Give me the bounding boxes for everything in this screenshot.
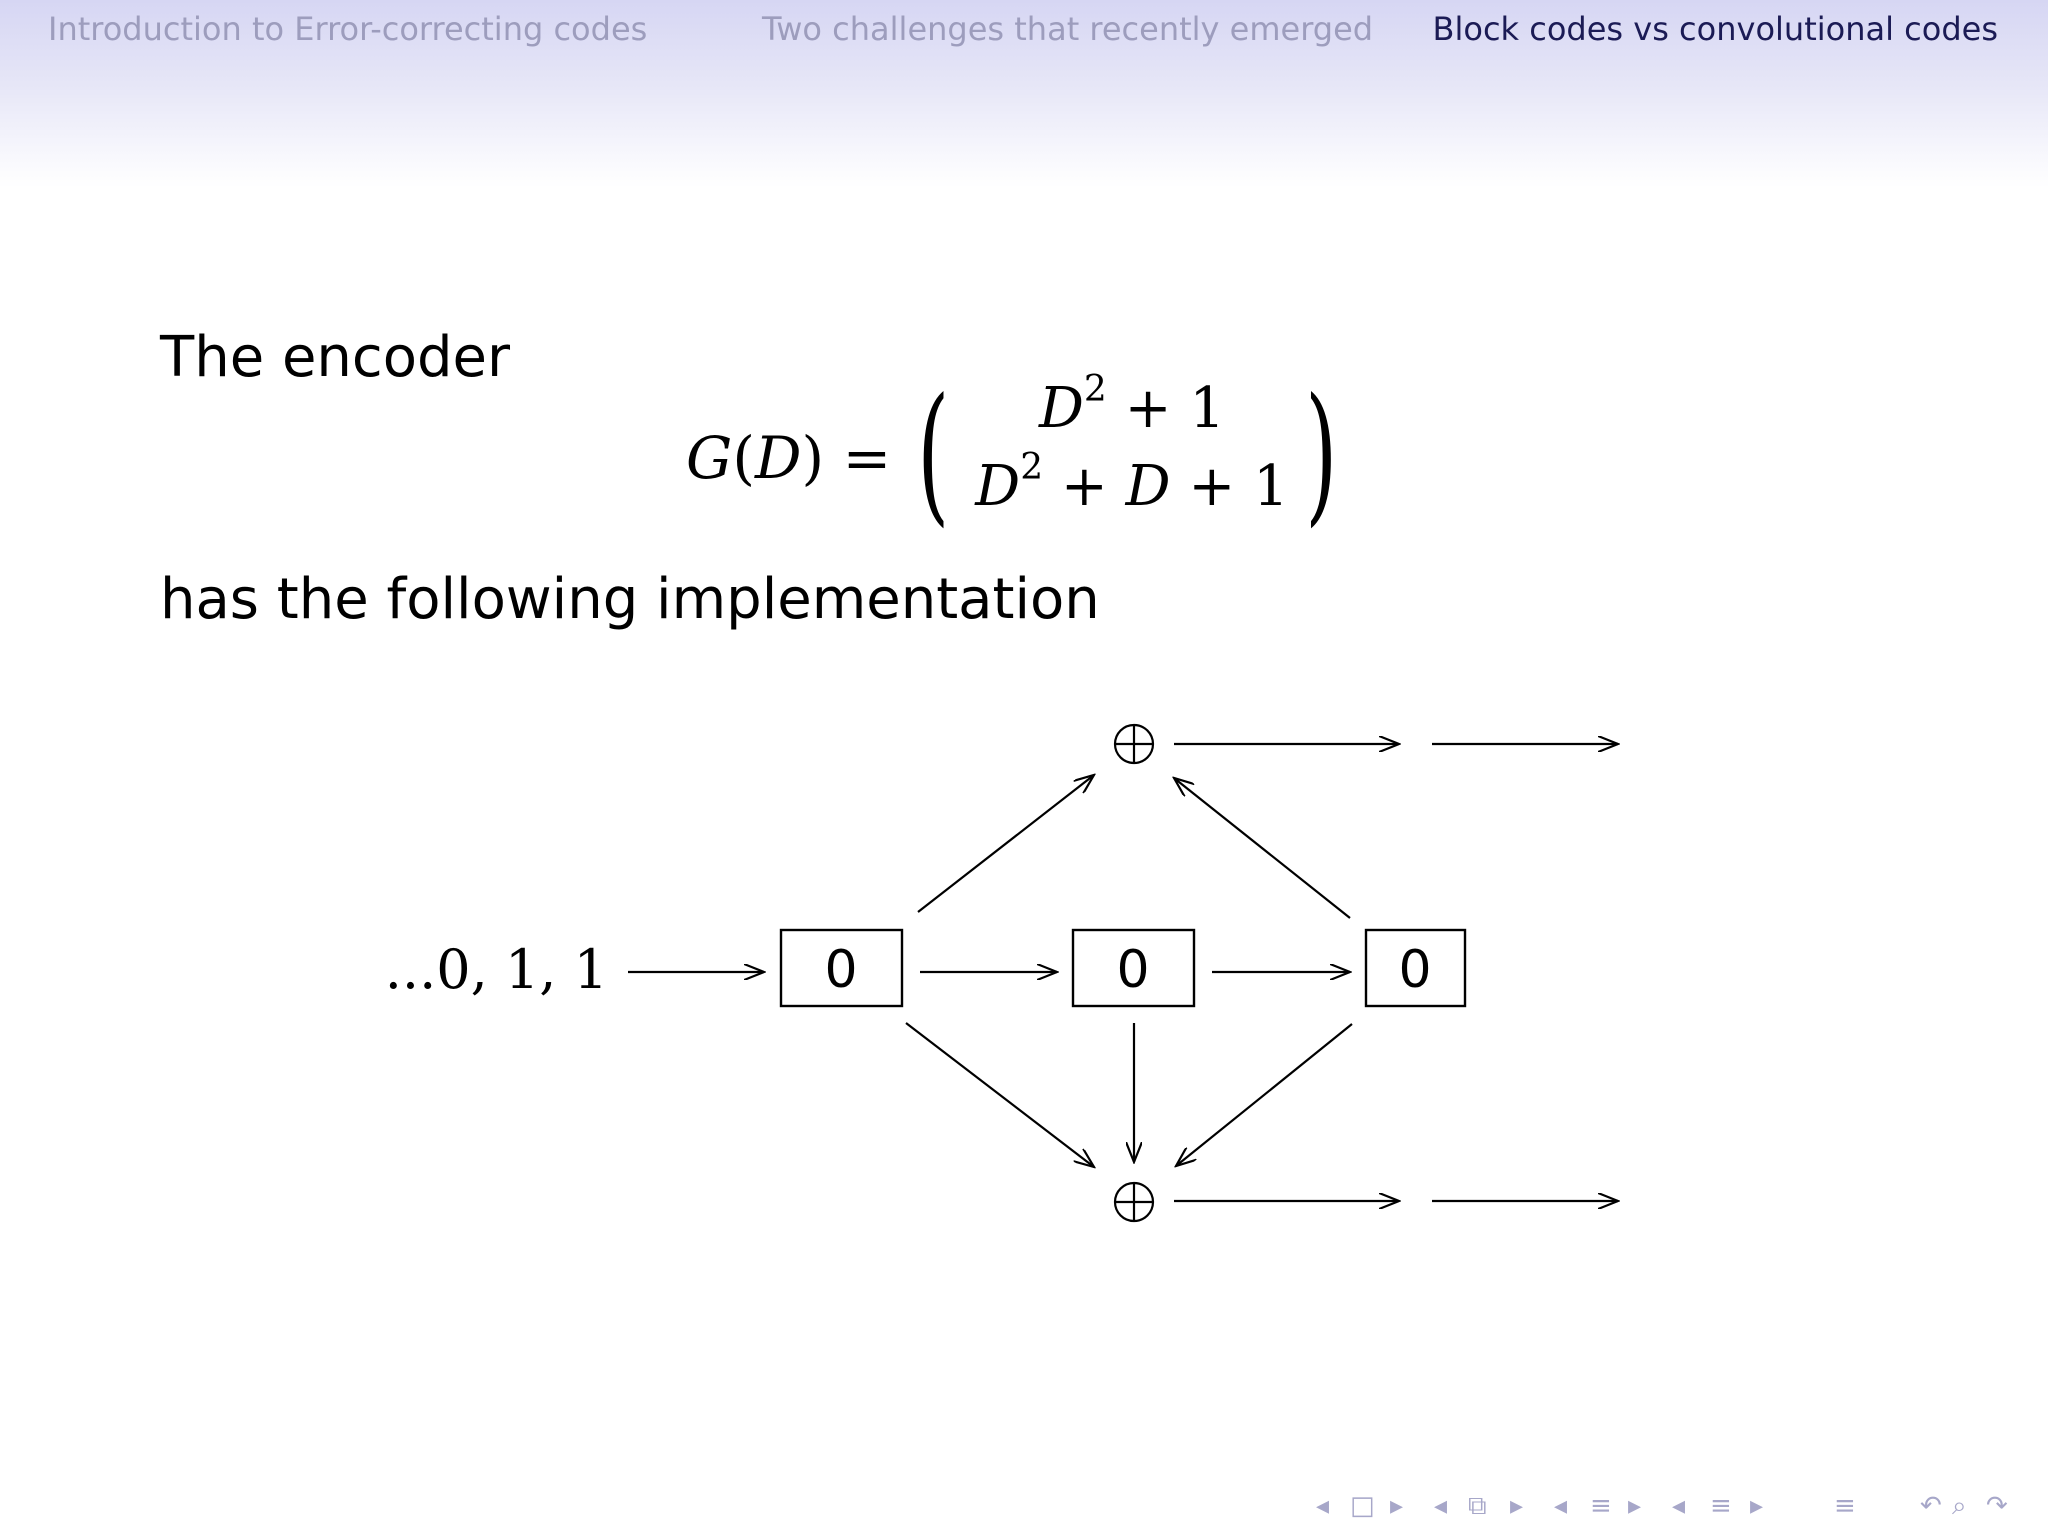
subsubsection-next-icon[interactable]: ▸	[1750, 1491, 1764, 1521]
tap-arrow-r1-top	[918, 775, 1094, 912]
adder-top-icon	[1115, 725, 1153, 763]
beamer-navigation	[1310, 1488, 2030, 1524]
tap-arrow-r3-bottom	[1176, 1024, 1352, 1166]
section-next-icon[interactable]: ▸	[1628, 1491, 1642, 1521]
subsubsection-prev-icon[interactable]: ◂	[1672, 1491, 1686, 1521]
nav-section-introduction[interactable]: Introduction to Error-correcting codes	[48, 10, 648, 48]
left-paren: (	[917, 367, 950, 541]
register-3-value: 0	[1398, 940, 1432, 1000]
search-icon[interactable]: ⌕	[1952, 1491, 1967, 1521]
adder-bottom-icon	[1115, 1183, 1153, 1221]
frame-next-icon[interactable]: ▸	[1390, 1491, 1404, 1521]
forward-icon[interactable]: ↷	[1986, 1491, 2008, 1521]
subsection-next-icon[interactable]: ▸	[1510, 1491, 1524, 1521]
input-sequence: ...0, 1, 1	[384, 938, 608, 1001]
subsection-prev-icon[interactable]: ◂	[1434, 1491, 1448, 1521]
intro-text: The encoder	[160, 325, 510, 390]
register-2-value: 0	[1116, 940, 1150, 1000]
frame-prev-icon[interactable]: ◂	[1316, 1491, 1330, 1521]
nav-section-block-vs-convolutional[interactable]: Block codes vs convolutional codes	[1432, 10, 1998, 48]
register-1-value: 0	[824, 940, 858, 1000]
equation-row-1: $D^2 + 1$	[1039, 369, 1225, 441]
section-icon[interactable]: ≡	[1590, 1491, 1612, 1521]
subsubsection-icon[interactable]: ≡	[1710, 1491, 1732, 1521]
tap-arrow-r3-top	[1174, 778, 1350, 918]
implementation-text: has the following implementation	[160, 567, 1100, 632]
align-icon[interactable]: ≡	[1834, 1491, 1856, 1521]
section-prev-icon[interactable]: ◂	[1554, 1491, 1568, 1521]
equation-row-2: $D^2 + D + 1$	[975, 447, 1289, 519]
frame-icon[interactable]: □	[1350, 1491, 1375, 1521]
subsection-icon[interactable]: ⧉	[1468, 1491, 1487, 1521]
equation-lhs: G(D) =	[686, 424, 892, 492]
tap-arrow-r1-bottom	[906, 1023, 1094, 1167]
back-icon[interactable]: ↶	[1920, 1491, 1942, 1521]
nav-section-two-challenges[interactable]: Two challenges that recently emerged	[762, 10, 1374, 48]
right-paren: )	[1305, 367, 1338, 541]
